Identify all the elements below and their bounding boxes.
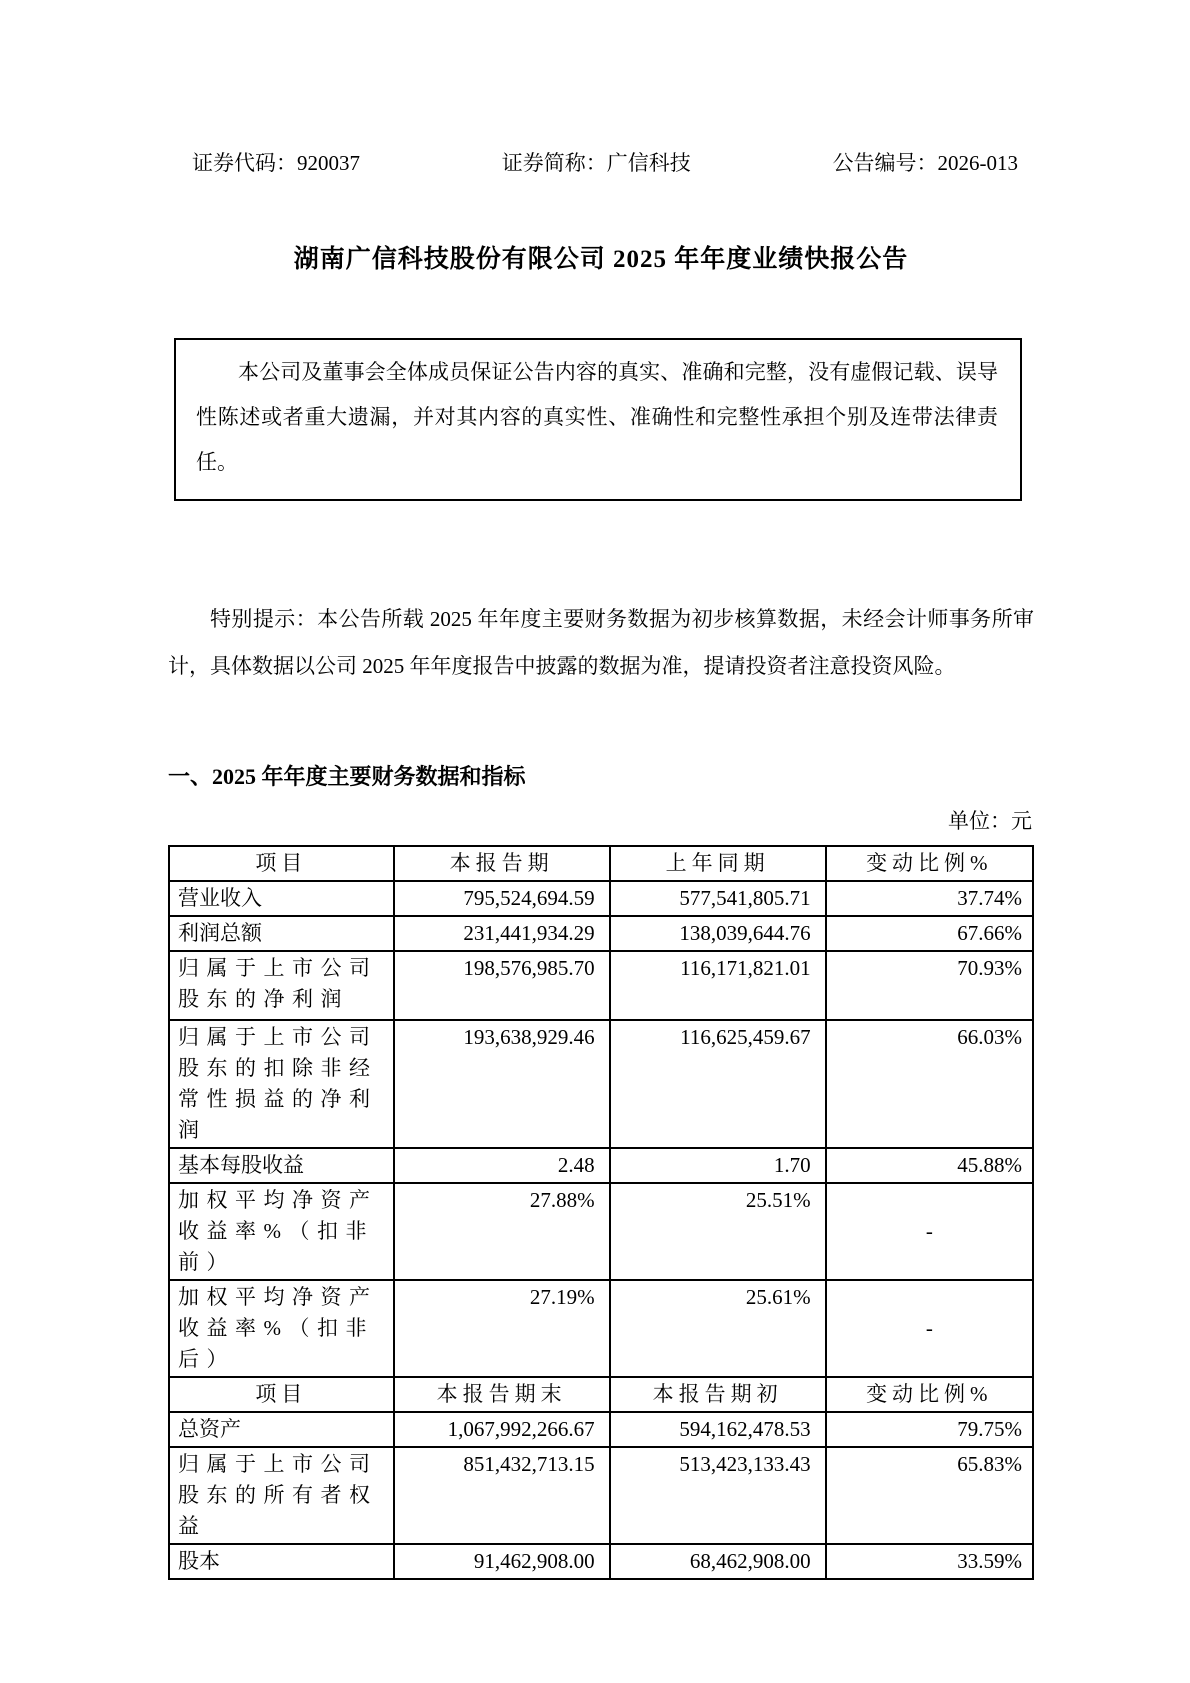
current-period-cell: 193,638,929.46 (394, 1020, 610, 1148)
period-start-cell: 68,462,908.00 (610, 1544, 826, 1579)
change-ratio-cell: 70.93% (826, 951, 1033, 1020)
header-period-start-cell: 本报告期初 (610, 1377, 826, 1412)
current-period-cell: 795,524,694.59 (394, 881, 610, 916)
item-label-cell: 股本 (169, 1544, 394, 1579)
table-row-share-capital (169, 1544, 1033, 1579)
stock-abbr: 证券简称：广信科技 (501, 151, 691, 175)
item-label-cell: 营业收入 (169, 881, 394, 916)
prior-period-cell: 577,541,805.71 (610, 881, 826, 916)
prior-period-cell: 138,039,644.76 (610, 916, 826, 951)
stock-code: 证券代码：920037 (192, 151, 360, 175)
item-label-cell: 加权平均净资产收益率%（扣非前） (169, 1183, 394, 1280)
table-row-owners-equity (169, 1447, 1033, 1544)
header-change-ratio-cell: 变动比例% (826, 846, 1033, 881)
header-period-end-cell: 本报告期末 (394, 1377, 610, 1412)
current-period-cell: 2.48 (394, 1148, 610, 1183)
prior-period-cell: 25.61% (610, 1280, 826, 1377)
change-ratio-cell: 45.88% (826, 1148, 1033, 1183)
period-start-cell: 594,162,478.53 (610, 1412, 826, 1447)
table-row-roe-after (169, 1280, 1033, 1377)
prior-period-cell: 1.70 (610, 1148, 826, 1183)
item-label-cell: 归属于上市公司股东的所有者权益 (169, 1447, 394, 1544)
item-label-cell: 归属于上市公司股东的扣除非经常性损益的净利润 (169, 1020, 394, 1148)
period-end-cell: 91,462,908.00 (394, 1544, 610, 1579)
doc-header-line (168, 148, 1034, 178)
header-item-cell: 项目 (169, 1377, 394, 1412)
change-ratio-cell: - (826, 1183, 1033, 1280)
table-row-roe-before (169, 1183, 1033, 1280)
current-period-cell: 198,576,985.70 (394, 951, 610, 1020)
change-ratio-cell: 37.74% (826, 881, 1033, 916)
special-note: 特别提示：本公告所载 2025 年年度主要财务数据为初步核算数据，未经会计师事务所审计，具体数据以公司 2025 年年度报告中披露的数据为准，提请投资者注意投资风险。 (168, 607, 1034, 678)
table-row-revenue (169, 881, 1033, 916)
table-row-deducted-net-profit (169, 1020, 1033, 1148)
change-ratio-cell: 33.59% (826, 1544, 1033, 1579)
current-period-cell: 27.19% (394, 1280, 610, 1377)
table-row-net-profit (169, 951, 1033, 1020)
change-ratio-cell: - (826, 1280, 1033, 1377)
table-row-total-assets (169, 1412, 1033, 1447)
header-prior-period-cell: 上年同期 (610, 846, 826, 881)
section-heading: 一、2025 年年度主要财务数据和指标 (168, 764, 526, 789)
current-period-cell: 27.88% (394, 1183, 610, 1280)
item-label-cell: 基本每股收益 (169, 1148, 394, 1183)
disclaimer-text: 本公司及董事会全体成员保证公告内容的真实、准确和完整，没有虚假记载、误导性陈述或者重大遗漏，并对其内容的真实性、准确性和完整性承担个别及连带法律责任。 (196, 360, 998, 474)
doc-title: 湖南广信科技股份有限公司 2025 年年度业绩快报公告 (293, 246, 909, 273)
item-label-cell: 归属于上市公司股东的净利润 (169, 951, 394, 1020)
table-header-row-2 (169, 1377, 1033, 1412)
change-ratio-cell: 65.83% (826, 1447, 1033, 1544)
header-current-period-cell: 本报告期 (394, 846, 610, 881)
prior-period-cell: 116,171,821.01 (610, 951, 826, 1020)
disclaimer-box (174, 338, 1022, 501)
header-item-cell: 项目 (169, 846, 394, 881)
announcement-number: 公告编号：2026-013 (832, 151, 1018, 175)
period-end-cell: 1,067,992,266.67 (394, 1412, 610, 1447)
period-end-cell: 851,432,713.15 (394, 1447, 610, 1544)
document-content (168, 148, 1034, 1580)
header-change-ratio-cell: 变动比例% (826, 1377, 1033, 1412)
item-label-cell: 总资产 (169, 1412, 394, 1447)
table-row-eps (169, 1148, 1033, 1183)
period-start-cell: 513,423,133.43 (610, 1447, 826, 1544)
current-period-cell: 231,441,934.29 (394, 916, 610, 951)
change-ratio-cell: 66.03% (826, 1020, 1033, 1148)
prior-period-cell: 116,625,459.67 (610, 1020, 826, 1148)
table-row-total-profit (169, 916, 1033, 951)
prior-period-cell: 25.51% (610, 1183, 826, 1280)
table-header-row-1 (169, 846, 1033, 881)
change-ratio-cell: 67.66% (826, 916, 1033, 951)
change-ratio-cell: 79.75% (826, 1412, 1033, 1447)
item-label-cell: 利润总额 (169, 916, 394, 951)
financial-table (168, 845, 1034, 1580)
item-label-cell: 加权平均净资产收益率%（扣非后） (169, 1280, 394, 1377)
unit-label: 单位：元 (948, 809, 1032, 833)
